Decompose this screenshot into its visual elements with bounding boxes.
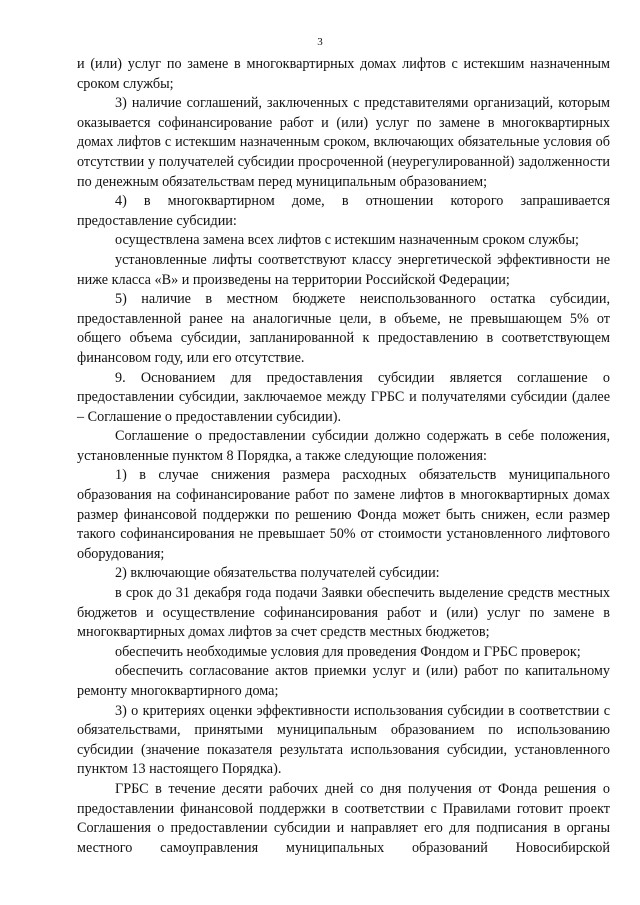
- paragraph: 1) в случае снижения размера расходных обязательств муниципального образования на софинансирование работ по замене лифтов в многоквартирных домах размер финансовой поддержки по решению Фонда может быть снижен, если размер такого софинансирования не превышает 50% от стоимости установленного лифтового оборудования;: [77, 467, 610, 562]
- paragraph: осуществлена замена всех лифтов с истекшим назначенным сроком службы;: [115, 232, 579, 249]
- paragraph: обеспечить необходимые условия для проведения Фондом и ГРБС проверок;: [115, 643, 581, 660]
- paragraph: Соглашение о предоставлении субсидии должно содержать в себе положения, установленные пунктом 8 Порядка, а также следующие положения:: [77, 428, 610, 464]
- paragraph: 5) наличие в местном бюджете неиспользованного остатка субсидии, предоставленной ранее на аналогичные цели, в объеме, не превышающем 5% от общего объема субсидии, запланированной к предоставлению в соответствующем финансовом году, или его отсутствие.: [77, 291, 610, 366]
- paragraph: 9. Основанием для предоставления субсидии является соглашение о предоставлении субсидии, заключаемое между ГРБС и получателями субсидии (далее – Соглашение о предоставлении субсидии).: [77, 369, 610, 425]
- paragraph: обеспечить согласование актов приемки услуг и (или) работ по капитальному ремонту многоквартирного дома;: [77, 663, 610, 699]
- page-number: 3: [317, 36, 323, 48]
- body-text: [77, 55, 610, 858]
- paragraph: установленные лифты соответствуют классу энергетической эффективности не ниже класса «В» и произведены на территории Российской Федерации;: [77, 251, 610, 288]
- paragraph: и (или) услуг по замене в многоквартирных домах лифтов с истекшим назначенным сроком службы;: [77, 56, 610, 92]
- paragraph: 3) наличие соглашений, заключенных с представителями организаций, которым оказывается софинансирование работ и (или) услуг по замене в многоквартирных домах лифтов с истекшим назначенным сроком, включающих обязательные условия об отсутствии у получателей субсидии просроченной (неурегулированной) задолженности по денежным обязательствам перед муниципальным образованием;: [77, 95, 610, 190]
- paragraph: в срок до 31 декабря года подачи Заявки обеспечить выделение средств местных бюджетов и осуществление софинансирования работ и (или) услуг по замене в многоквартирных домах лифтов за счет средств местных бюджетов;: [77, 585, 610, 641]
- paragraph: ГРБС в течение десяти рабочих дней со дня получения от Фонда решения о предоставлении финансовой поддержки в соответствии с Правилами готовит проект Соглашения о предоставлении субсидии и направляет его для подписания в органы местного самоуправления муниципальных образований Новосибирской: [77, 780, 610, 856]
- paragraph: 4) в многоквартирном доме, в отношении которого запрашивается предоставление субсидии:: [77, 193, 610, 229]
- paragraph: 3) о критериях оценки эффективности использования субсидии в соответствии с обязательствами, принятыми муниципальным образованием по использованию субсидии (значение показателя результата использования субсидии, установленного пунктом 13 настоящего Порядка).: [77, 702, 610, 778]
- paragraph: 2) включающие обязательства получателей субсидии:: [115, 565, 440, 582]
